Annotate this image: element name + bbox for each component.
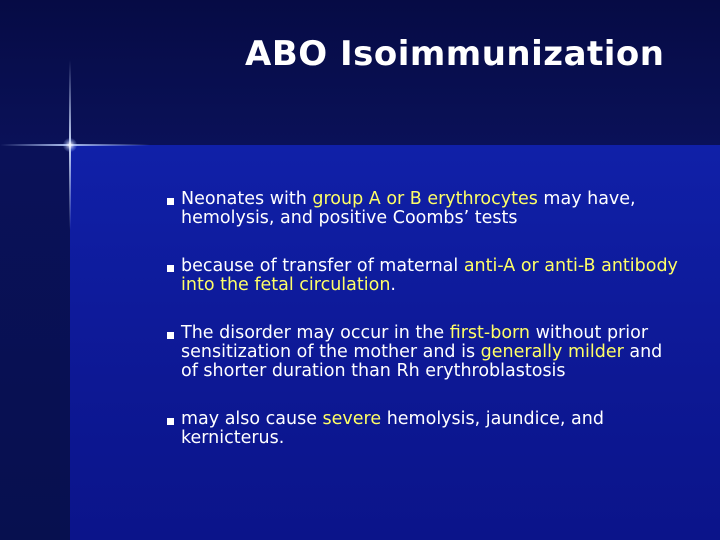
square-bullet-icon <box>167 418 174 425</box>
bullet-text: without prior sensitization of the mother and is <box>181 323 649 362</box>
bullet-text: . <box>390 275 396 295</box>
square-bullet-icon <box>167 332 174 339</box>
highlighted-text: generally milder <box>480 342 624 362</box>
highlighted-text: group A or B erythrocytes <box>312 189 538 209</box>
bullet-text: hemolysis, jaundice, and kernicterus. <box>181 409 604 448</box>
bullet-item <box>181 257 681 295</box>
bullet-text: may have, hemolysis, and positive Coombs’ tests <box>181 189 636 228</box>
square-bullet-icon <box>167 265 174 272</box>
highlighted-text: first-born <box>449 323 531 343</box>
bullet-item <box>181 190 681 228</box>
bullet-text: Neonates with <box>181 189 313 209</box>
bullet-text: because of transfer of maternal <box>181 256 464 276</box>
bullet-item <box>181 324 681 381</box>
square-bullet-icon <box>167 198 174 205</box>
bullet-text: and of shorter duration than Rh erythroblastosis <box>181 342 663 381</box>
highlighted-text: severe <box>322 409 382 429</box>
slide-title: ABO Isoimmunization <box>245 34 665 74</box>
highlighted-text: anti-A or anti-B antibody into the fetal circulation <box>181 256 678 295</box>
bullet-item <box>181 410 681 448</box>
bullet-text: The disorder may occur in the <box>181 323 450 343</box>
bullet-text: may also cause <box>181 409 323 429</box>
